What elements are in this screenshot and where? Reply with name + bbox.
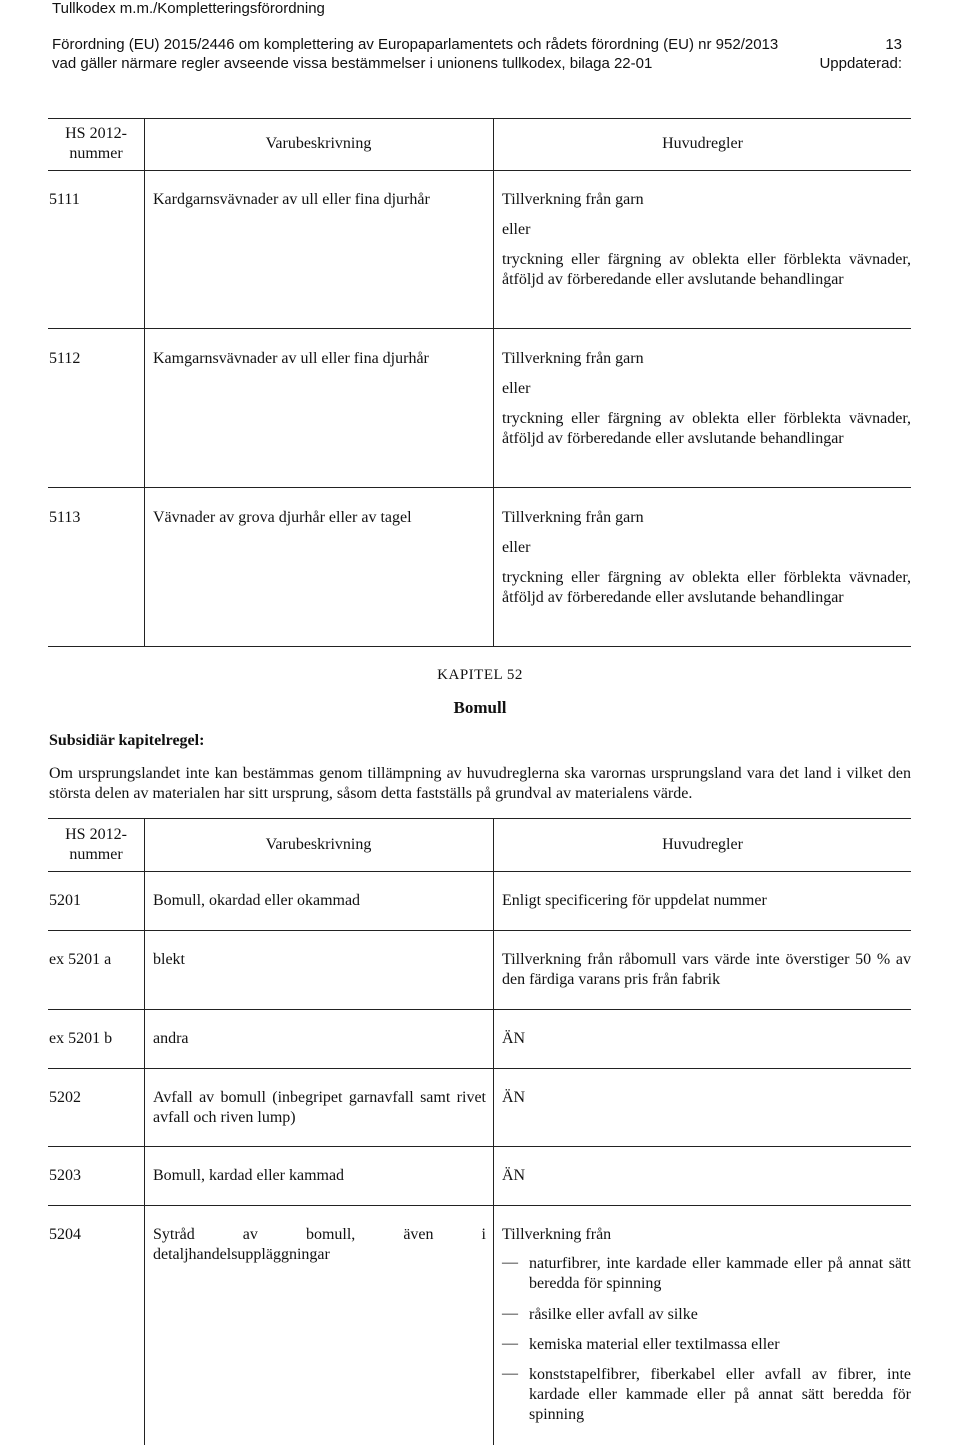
col-rules-header: Huvudregler: [662, 135, 743, 152]
table-row-desc: Avfall av bomull (inbegripet garnavfall samt rivet avfall och riven lump): [153, 1089, 486, 1126]
table-row-hs: 5203: [49, 1167, 81, 1184]
chapter-title: Bomull: [453, 698, 507, 717]
table-row-hs: 5202: [49, 1089, 81, 1106]
table-row-hs: 5111: [49, 191, 80, 208]
table-row-rule: tryckning eller färgning av oblekta eller förblekta vävnader, åtföljd av förberedande eller avslutande behandlingar: [502, 569, 911, 606]
table-row-rule: ÄN: [502, 1167, 526, 1184]
table-row-hs: ex 5201 a: [49, 951, 112, 968]
table-row-rule: ÄN: [502, 1089, 526, 1106]
col-rules-header: Huvudregler: [662, 836, 743, 853]
table-row-desc: Vävnader av grova djurhår eller av tagel: [153, 509, 412, 526]
table-row-desc: Bomull, okardad eller okammad: [153, 892, 361, 909]
dash-marker: —: [502, 1305, 518, 1322]
list-item: råsilke eller avfall av silke: [529, 1306, 698, 1323]
table-row-rule: Enligt specificering för uppdelat nummer: [502, 892, 767, 909]
dash-marker: —: [502, 1254, 518, 1271]
table-row-rule-or: eller: [502, 380, 531, 397]
regulation-title-line2: vad gäller närmare regler avseende vissa bestämmelser i unionens tullkodex, bilaga 22-01: [52, 55, 653, 72]
dash-marker: —: [502, 1335, 518, 1352]
table-row-hs: 5112: [49, 350, 81, 367]
table-row-desc: Sytråd av bomull, även i detaljhandelsuppläggningar: [153, 1226, 486, 1263]
regulation-title-line1: Förordning (EU) 2015/2446 om komplettering av Europaparlamentets och rådets förordning (EU) nr 952/2013: [52, 36, 779, 53]
table-row-desc: andra: [153, 1030, 189, 1047]
table-row-rule: Tillverkning från råbomull vars värde inte överstiger 50 % av den färdiga varans pris från fabrik: [502, 951, 911, 988]
table-row-hs: ex 5201 b: [49, 1030, 113, 1047]
table-row-rule: ÄN: [502, 1030, 526, 1047]
col-hs-header: HS 2012- nummer: [65, 125, 127, 162]
list-item: kemiska material eller textilmassa eller: [529, 1336, 780, 1353]
table-row-desc: Kamgarnsvävnader av ull eller fina djurhår: [153, 350, 429, 367]
subsidiary-rule-text: Om ursprungslandet inte kan bestämmas genom tillämpning av huvudreglerna ska varornas ursprungsland vara det land i vilket den största delen av materialen har sitt ursprung, såsom detta fastställs på grundval av materialens värde.: [49, 765, 911, 802]
subsidiary-rule-heading: Subsidiär kapitelregel:: [49, 732, 205, 749]
table-row-desc: Bomull, kardad eller kammad: [153, 1167, 345, 1184]
list-item: naturfibrer, inte kardade eller kammade eller på annat sätt beredda för spinning: [529, 1255, 911, 1292]
table-row-rule: Tillverkning från garn: [502, 509, 644, 526]
table-row-desc: blekt: [153, 951, 185, 968]
col-desc-header: Varubeskrivning: [265, 836, 372, 853]
col-hs-header: HS 2012- nummer: [65, 826, 127, 863]
page-number: 13: [885, 36, 902, 53]
table-row-desc: Kardgarnsvävnader av ull eller fina djurhår: [153, 191, 430, 208]
table-row-rule: tryckning eller färgning av oblekta eller förblekta vävnader, åtföljd av förberedande eller avslutande behandlingar: [502, 251, 911, 288]
list-item: konststapelfibrer, fiberkabel eller avfall av fibrer, inte kardade eller kammade eller på annat sätt beredda för spinning: [529, 1366, 911, 1423]
table-row-hs: 5204: [49, 1226, 81, 1243]
table-row-rule: Tillverkning från garn: [502, 350, 644, 367]
table-row-rule: tryckning eller färgning av oblekta eller förblekta vävnader, åtföljd av förberedande eller avslutande behandlingar: [502, 410, 911, 447]
dash-marker: —: [502, 1365, 518, 1382]
table-row-rule: Tillverkning från: [502, 1226, 612, 1243]
table-row-rule-or: eller: [502, 539, 531, 556]
chapter-label: KAPITEL 52: [437, 667, 523, 683]
table-row-hs: 5113: [49, 509, 81, 526]
col-desc-header: Varubeskrivning: [265, 135, 372, 152]
updated-label: Uppdaterad:: [819, 55, 902, 72]
table-row-rule: Tillverkning från garn: [502, 191, 644, 208]
table-row-rule-or: eller: [502, 221, 531, 238]
table-row-hs: 5201: [49, 892, 81, 909]
breadcrumb: Tullkodex m.m./Kompletteringsförordning: [52, 0, 325, 17]
